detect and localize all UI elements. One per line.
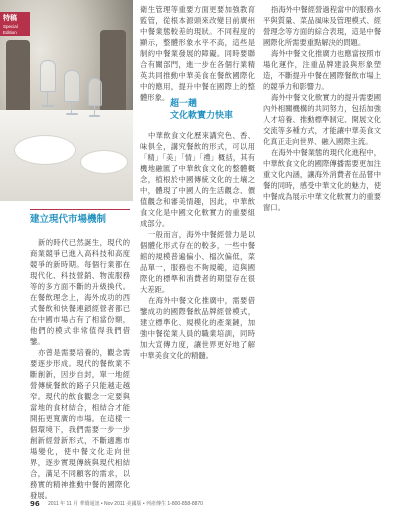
chair-shape — [100, 30, 126, 110]
heading-mid-line2: 文化軟實力快車 — [170, 111, 234, 121]
wine-glass-stem — [94, 105, 95, 115]
paragraph: 新的時代已然誕生，現代的商業競爭已進入高科技和高度競爭的新時期。每個行業都在現代化、科技營銷、物流服務等的多方面不斷的升級換代。在餐飲理念上，海外成功的西式餐飲和快餐連鎖經營者都已在中國市場占有了相當份額，他們的模式非常值得我們借鑒。 — [30, 238, 130, 346]
wine-glass-base — [89, 115, 100, 117]
heading-rule — [30, 209, 130, 210]
paragraph: 衛生管理等重要方面更要加強教育監管，從根本源頭來改變目前廣州中餐業態較差的現狀。不同程度的顯示，整體形象水平不高，這些是制約中餐業發展的障礙。同時要聯合有關部門，進一步在各個行業精英共同推動中華美食在餐飲國際化中的應用，提升中餐在國際上的整體形象。 — [140, 5, 255, 102]
section-tab-en: Special Edition — [3, 24, 18, 35]
wine-glass-stem — [71, 101, 72, 113]
footer-info: 2011 年 11 月 華僑通訊 • Nov 2011 美國版 • 列產傳生 1-800-858-8870 — [48, 501, 203, 507]
plate-shape — [14, 135, 76, 165]
paragraph: 海外中餐文化推廣力也應當按照市場化運作，注重品牌建設與形象塑造，不斷提升中餐在國際餐飲市場上的競爭力和影響力。 — [263, 49, 381, 91]
paragraph: 在海外中餐業態的現代化進程中，中華飲食文化的國際傳播需要更加注重文化內涵，讓海外消費者在品嘗中餐的同時，感受中華文化的魅力，使中餐成為展示中華文化軟實力的重要窗口。 — [263, 148, 381, 212]
paragraph: 在海外中餐文化推廣中，需要借鑒成功的國際餐飲品牌經營模式，建立標準化、規模化的產業鏈，加強中餐從業人員的職業培訓，同時加大宣傳力度，讓世界更好地了解中華美食文化的精髓。 — [140, 296, 255, 360]
section-heading-left — [30, 213, 130, 227]
text-column-left — [30, 237, 130, 501]
paragraph: 海外中餐文化軟實力的提升需要國內外相關機構的共同努力，包括加強人才培養、推動標準制定、開展文化交流等多種方式，才能讓中華美食文化真正走向世界、融入國際主流。 — [263, 93, 381, 146]
plate-shape — [80, 150, 128, 174]
section-tab-zh: 特稿 — [3, 14, 17, 22]
wine-glass-shape — [88, 78, 102, 106]
wine-glass-shape — [40, 60, 56, 92]
text-column-mid-top — [140, 4, 255, 103]
chair-shape — [6, 40, 30, 110]
wine-glass-base — [66, 113, 78, 115]
paragraph: 中華飲食文化歷來講究色、香、味俱全，講究餐飲的形式，可以用「精」「美」「情」「禮」概括，其有機地融匯了中華飲食文化的整體概念，植根於中國傳統文化的土壤之中，體現了中國人的生活觀念、價值觀念和審美情趣，因此，中華飲食文化是中國文化軟實力的重要組成部分。 — [140, 131, 255, 228]
wine-glass-base — [42, 105, 54, 107]
wine-glass-stem — [47, 91, 48, 105]
text-column-right — [263, 4, 381, 213]
heading-left-text: 建立現代市場機制 — [30, 214, 107, 225]
wine-glass-shape — [64, 70, 80, 102]
page-footer — [0, 498, 400, 510]
page-number: 96 — [30, 500, 40, 508]
text-column-mid — [140, 130, 255, 361]
paragraph: 一般而言，海外中餐經營力是以個體化形式存在的較多，一些中餐館的規模普遍偏小、檔次偏低，菜品單一，服務也不夠規範，這與國際化的標準和消費者的期望存在很大差距。 — [140, 230, 255, 294]
paragraph: 指海外中餐經營過程當中的服務水平與質量、菜品風味及管理模式、經營理念等方面的綜合表現，這是中餐國際化所需要重點解決的問題。 — [263, 5, 381, 47]
heading-mid-line1: 超一趟 — [170, 99, 198, 109]
paragraph: 亦曾是需要培養的，觀念需要逐步形成。現代的餐飲業不斷創新，因步自封，單一地經營傳統餐飲的路子只能越走越窄。現代的飲食觀念一定要與當地的食材結合，相結合才能開拓更寬廣的市場。在這樣一個環境下，我們需要一步一步創新經營新形式，不斷適應市場變化，使中餐文化走向世界，逐步實現傳統與現代相結合，滿足不同顧客的需求，以務實的精神推動中餐的國際化發展。 — [30, 348, 130, 500]
section-tab — [0, 12, 30, 36]
section-heading-mid — [170, 98, 255, 122]
